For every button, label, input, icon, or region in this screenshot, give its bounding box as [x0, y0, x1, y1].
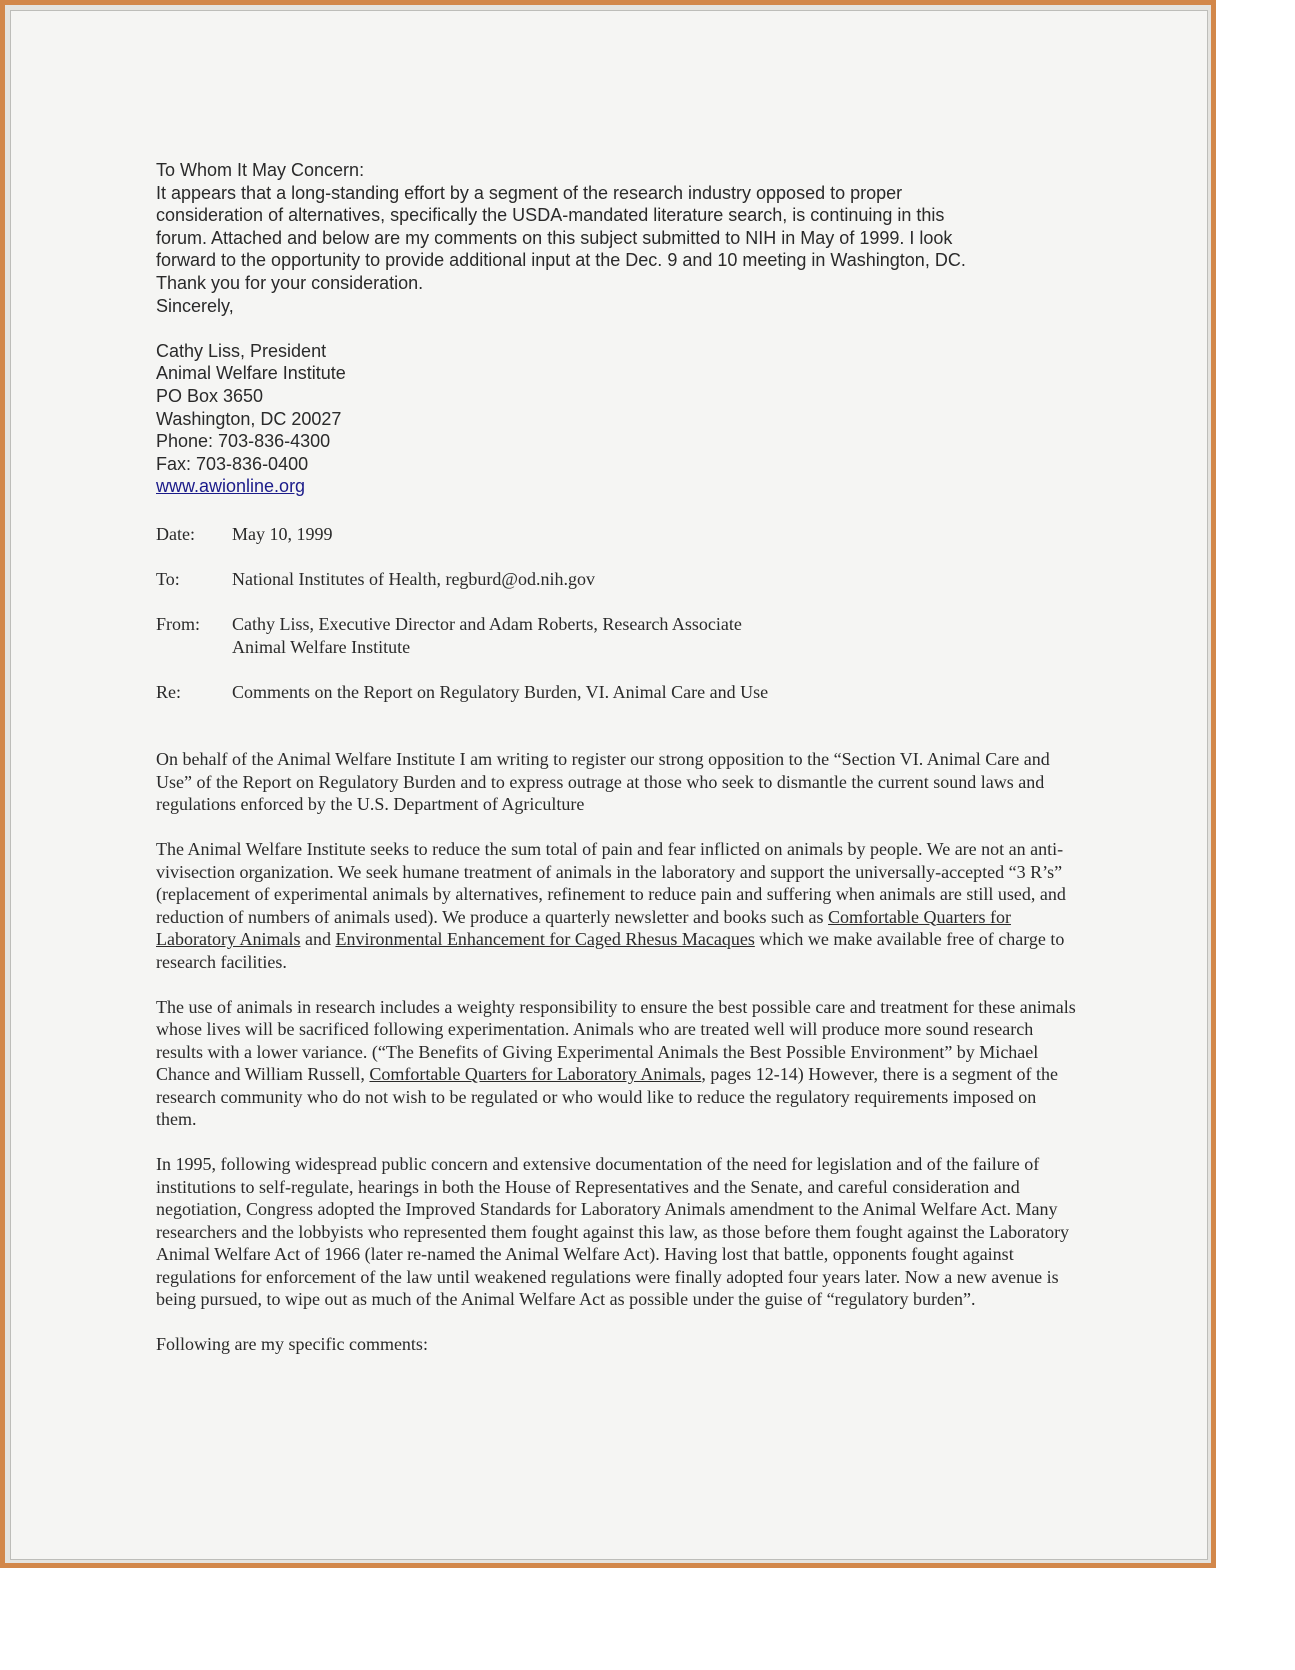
paragraph-text: The Animal Welfare Institute seeks to reduce the sum total of pain and fear inflicted on animals by people. We are not an anti-vivisection organization. We seek humane treatment of animals in the laboratory and support the universally-accepted “3 R’s” (replacement of experimental animals by alternatives, refinement to reduce pain and suffering when animals are still used, and reduction of numbers of animals used). We produce a quarterly newsletter and books such as [156, 839, 1066, 927]
book-title: Environmental Enhancement for Caged Rhesus Macaques [335, 929, 755, 949]
memo-label: From: [156, 614, 201, 634]
memo-value: National Institutes of Health, regburd@od.nih.gov [232, 569, 596, 589]
paragraph-text: which we make available free of charge to research facilities. [156, 929, 1065, 972]
memo-label: Re: [156, 681, 181, 702]
address-pobox: PO Box 3650 [156, 385, 264, 406]
memo-value [232, 613, 1076, 658]
paragraph-text: The use of animals in research includes a weighty responsibility to ensure the best possible care and treatment for these animals whose lives will be sacrificed following experimentation. Animals who are treated well will produce more sound research results with a lower variance. (“The Benefits of Giving Experimental Animals the Best Possible Environment” by Michael Chance and William Russell, [156, 996, 1076, 1084]
memo-value-line: Cathy Liss, Executive Director and Adam Roberts, Research Associate [232, 614, 742, 634]
memo-row-to [156, 568, 1076, 591]
memo-row-re [156, 681, 1076, 704]
paragraph-text: and [300, 929, 336, 949]
memo-value: Comments on the Report on Regulatory Burden, VI. Animal Care and Use [232, 681, 769, 702]
closing: Sincerely, [156, 295, 234, 316]
signer-name: Cathy Liss, President [156, 340, 327, 361]
body-paragraph [156, 838, 1076, 973]
fax-line: Fax: 703-836-0400 [156, 453, 309, 474]
body-paragraph [156, 996, 1076, 1131]
letter-body [156, 748, 1076, 1378]
address-city: Washington, DC 20027 [156, 408, 342, 429]
memo-label: Date: [156, 524, 195, 544]
body-paragraph: Following are my specific comments: [156, 1334, 428, 1354]
memo-label: To: [156, 569, 180, 589]
paragraph-text: , pages 12-14) However, there is a segment of the research community who do not wish to be regulated or who would like to reduce the regulatory requirements imposed on them. [156, 1064, 1058, 1129]
cover-line: forum. Attached and below are my comments on this subject submitted to NIH in May of 1999. I look [156, 227, 953, 248]
salutation: To Whom It May Concern: [156, 160, 365, 180]
book-title: Comfortable Quarters for Laboratory Animals [156, 906, 1011, 949]
memo-row-from [156, 613, 1076, 658]
cover-line: It appears that a long-standing effort by a segment of the research industry opposed to proper [156, 182, 903, 203]
cover-line: consideration of alternatives, specifically the USDA-mandated literature search, is continuing in this [156, 205, 945, 226]
cover-letter [156, 159, 1076, 498]
thanks-line: Thank you for your consideration. [156, 272, 424, 293]
cover-line: forward to the opportunity to provide additional input at the Dec. 9 and 10 meeting in Washington, DC. [156, 250, 966, 271]
memo-row-date [156, 523, 1076, 546]
signer-org: Animal Welfare Institute [156, 363, 346, 384]
spacer [156, 317, 1076, 340]
phone-line: Phone: 703-836-4300 [156, 431, 331, 452]
body-paragraph: In 1995, following widespread public concern and extensive documentation of the need for legislation and of the failure of institutions to self-regulate, hearings in both the House of Representatives and the Senate, and careful consideration and negotiation, Congress adopted the Improved Standards for Laboratory Animals amendment to the Animal Welfare Act. Many researchers and the lobbyists who represented them fought against this law, as those before them fought against the Laboratory Animal Welfare Act of 1966 (later re-named the Animal Welfare Act). Having lost that battle, opponents fought against regulations for enforcement of the law until weakened regulations were finally adopted four years later. Now a new avenue is being pursued, to wipe out as much of the Animal Welfare Act as possible under the guise of “regulatory burden”. [156, 1154, 1070, 1309]
website-link[interactable]: www.awionline.org [156, 476, 306, 497]
body-paragraph: On behalf of the Animal Welfare Institute I am writing to register our strong opposition to the “Section VI. Animal Care and Use” of the Report on Regulatory Burden and to express outrage at those who seek to dismantle the current sound laws and regulations enforced by the U.S. Department of Agriculture [156, 749, 1050, 814]
memo-value-line: Animal Welfare Institute [232, 636, 411, 657]
document-page [10, 10, 1208, 1560]
memo-value: May 10, 1999 [232, 524, 333, 544]
book-title: Comfortable Quarters for Laboratory Animals [369, 1064, 702, 1084]
memo-header [156, 523, 1076, 726]
